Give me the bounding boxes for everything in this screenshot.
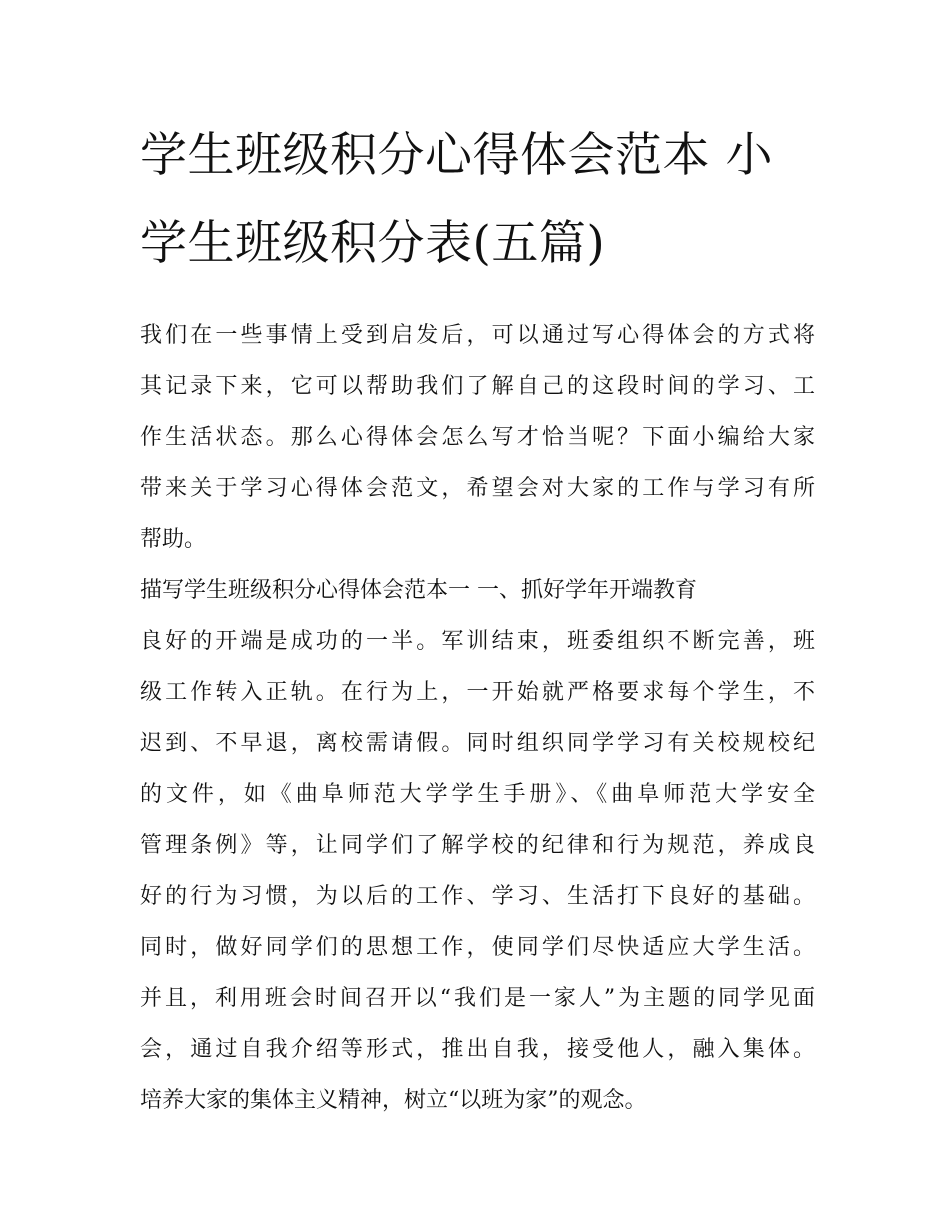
intro-line: 帮助。 [140,527,207,552]
intro-line: 作生活状态。那么心得体会怎么写才恰当呢？下面小编给大家 [140,425,815,450]
section-heading-text: 描写学生班级积分心得体会范本一 一、抓好学年开端教育 [140,578,697,603]
body-line: 并且，利用班会时间召开以“我们是一家人”为主题的同学见面 [140,986,815,1011]
body-line: 会，通过自我介绍等形式，推出自我，接受他人，融入集体。 [140,1037,815,1062]
body-line: 管理条例》等，让同学们了解学校的纪律和行为规范，养成良 [140,833,815,858]
body-line: 的文件，如《曲阜师范大学学生手册》、《曲阜师范大学安全 [140,782,815,807]
intro-line: 其记录下来，它可以帮助我们了解自己的这段时间的学习、工 [140,374,815,399]
section-heading [140,565,815,616]
body-paragraph [140,616,815,1126]
title-line-2: 学生班级积分表(五篇) [140,216,606,271]
body-line: 培养大家的集体主义精神，树立“以班为家”的观念。 [140,1088,647,1113]
title-line-1: 学生班级积分心得体会范本 小 [140,128,773,183]
intro-line: 带来关于学习心得体会范文，希望会对大家的工作与学习有所 [140,476,815,501]
body-line: 好的行为习惯，为以后的工作、学习、生活打下良好的基础。 [140,884,815,909]
body-line: 迟到、不早退，离校需请假。同时组织同学学习有关校规校纪 [140,731,815,756]
intro-line: 我们在一些事情上受到启发后，可以通过写心得体会的方式将 [140,323,815,348]
body-line: 良好的开端是成功的一半。军训结束，班委组织不断完善，班 [140,629,815,654]
intro-paragraph [140,310,815,565]
body-line: 级工作转入正轨。在行为上，一开始就严格要求每个学生，不 [140,680,815,705]
document-page [140,112,815,1126]
document-title [140,112,815,288]
body-line: 同时，做好同学们的思想工作，使同学们尽快适应大学生活。 [140,935,815,960]
